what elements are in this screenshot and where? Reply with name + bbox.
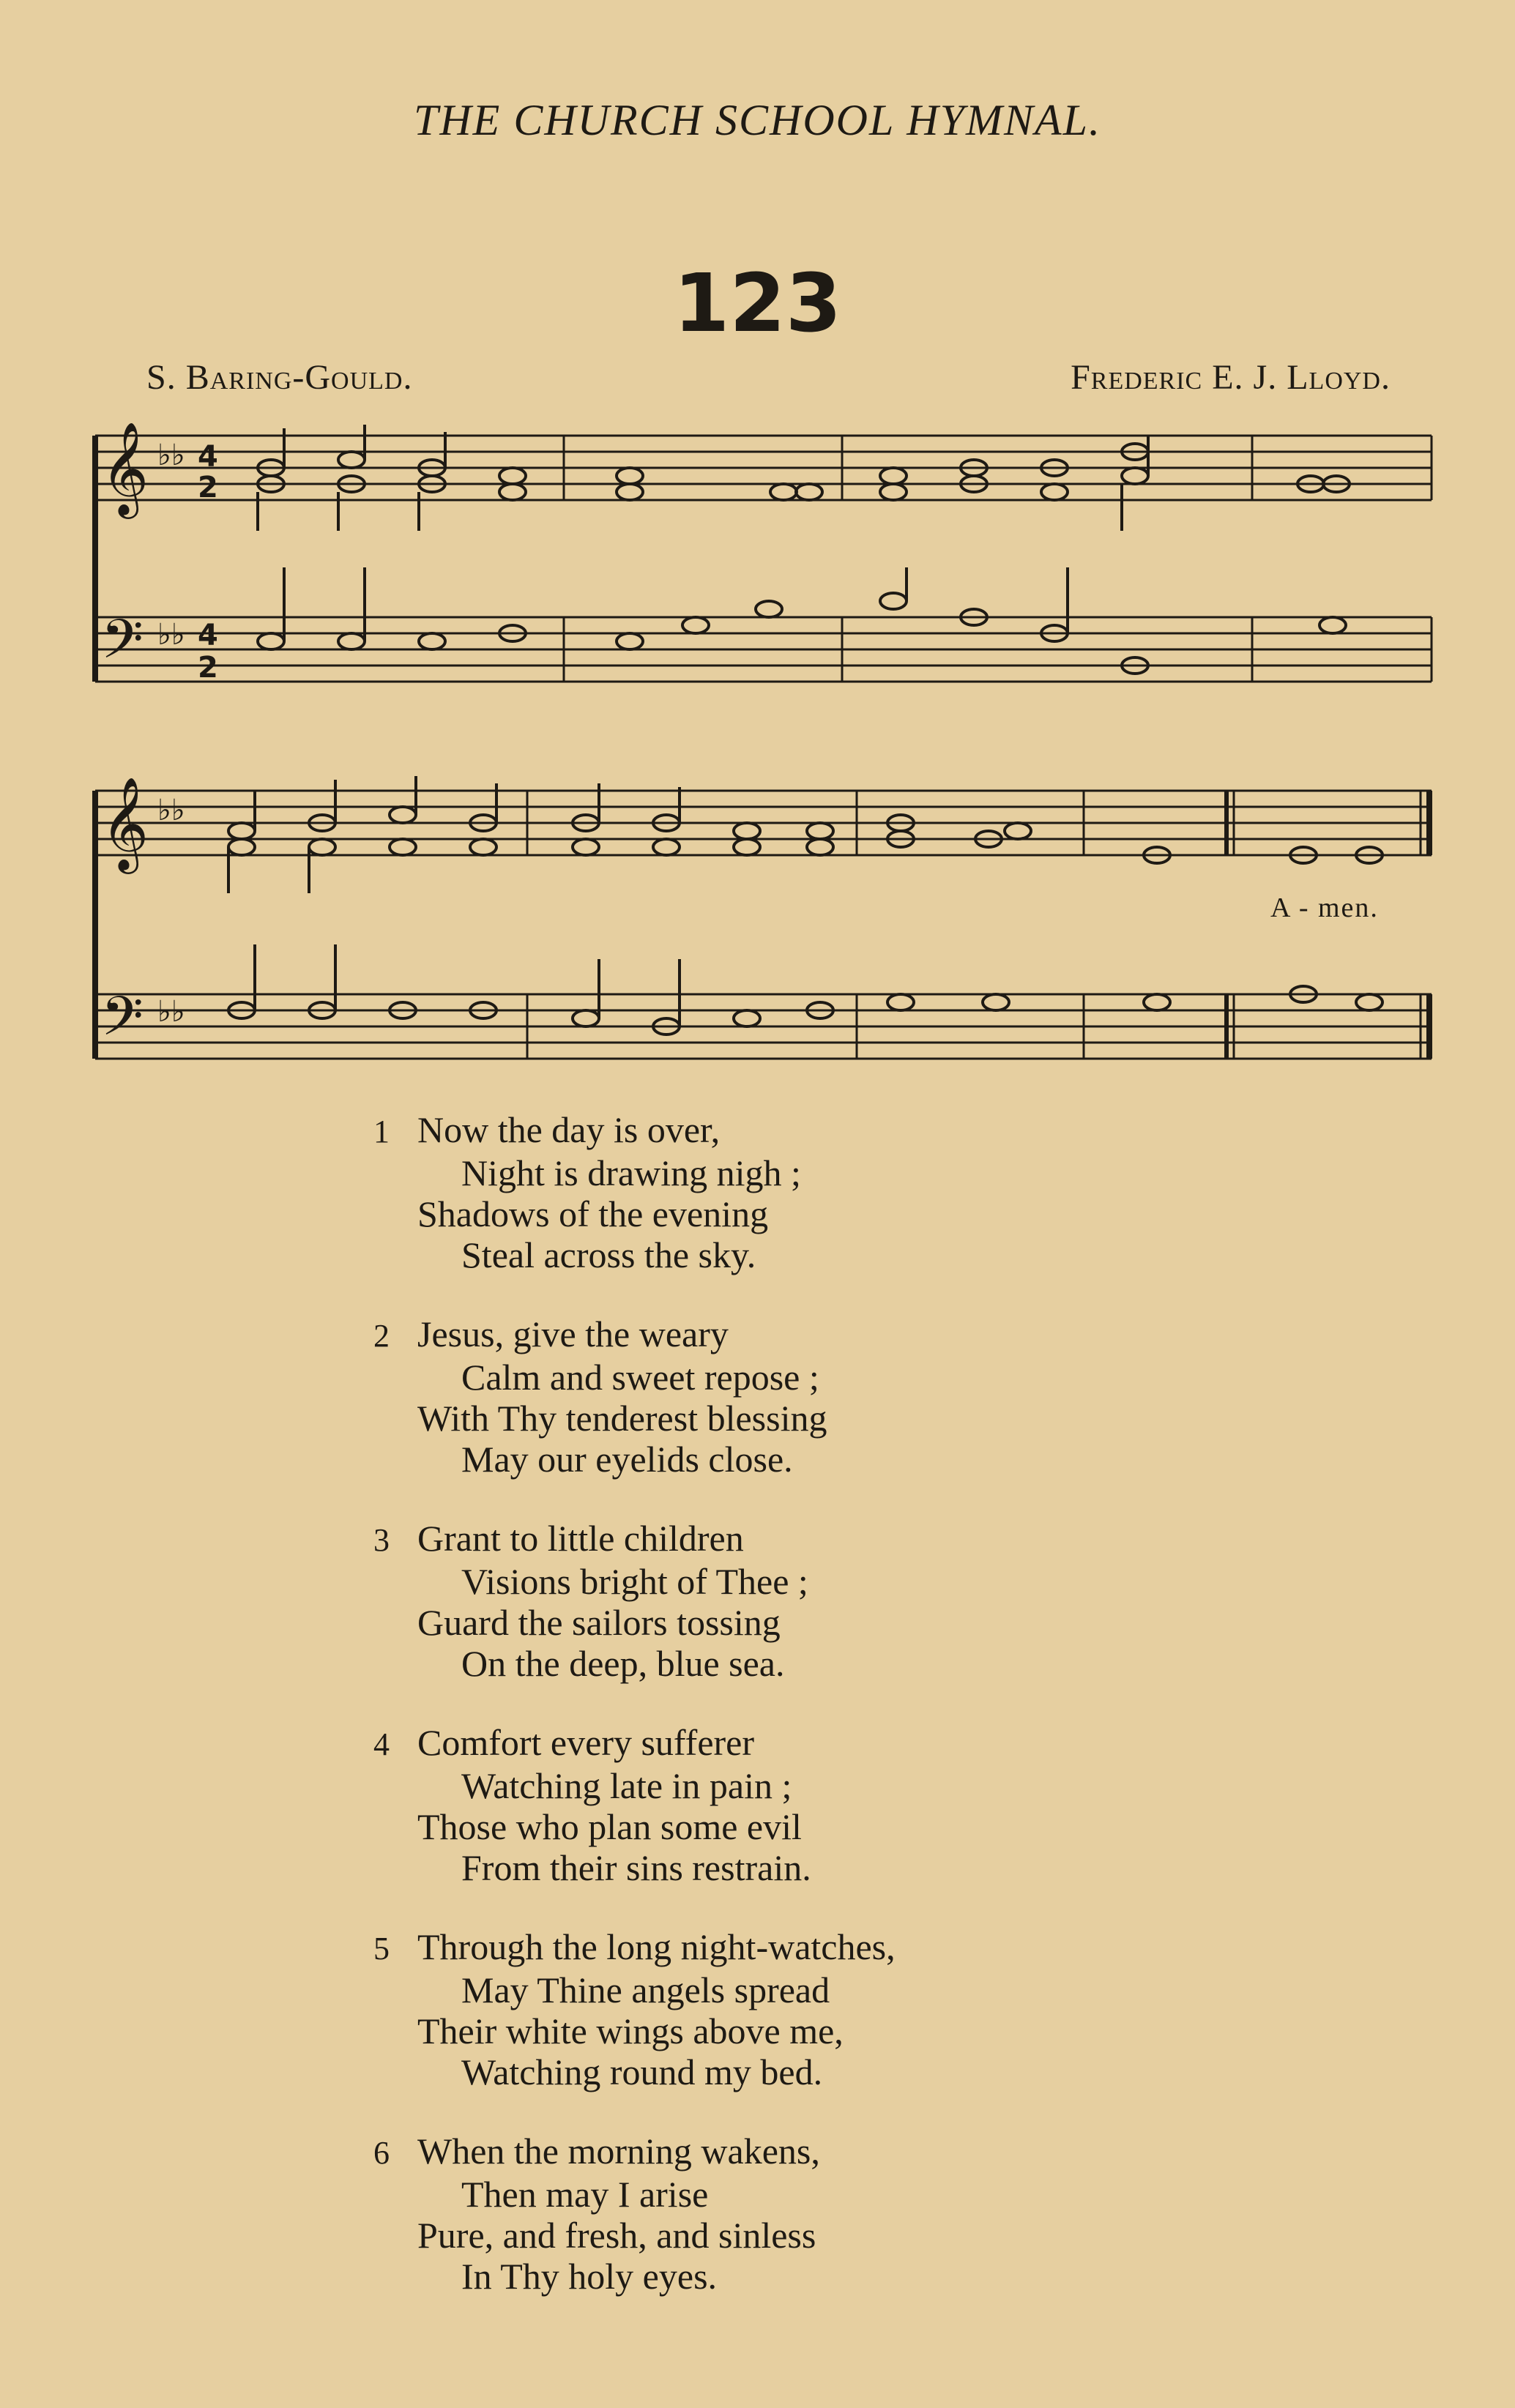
- verse: [373, 1518, 896, 1684]
- verse-line: Now the day is over,: [417, 1109, 721, 1150]
- verse-line: When the morning wakens,: [417, 2131, 820, 2172]
- verse: [373, 1722, 896, 1888]
- score-line-2: [88, 769, 1435, 1069]
- verse-line: May our eyelids close.: [461, 1439, 793, 1480]
- svg-text:♭♭: ♭♭: [157, 995, 185, 1029]
- verse-line: Visions bright of Thee ;: [461, 1561, 808, 1602]
- svg-text:♭♭: ♭♭: [157, 439, 185, 472]
- verse: [373, 1926, 896, 2092]
- svg-text:♭♭: ♭♭: [157, 794, 185, 827]
- svg-text:2: 2: [198, 471, 218, 504]
- verse: [373, 1313, 896, 1480]
- verse-line: Watching late in pain ;: [461, 1765, 792, 1806]
- verse-line: From their sins restrain.: [461, 1847, 811, 1888]
- verses: [373, 1109, 896, 2335]
- music-system-2: [88, 769, 1435, 1069]
- verse-number: 1: [373, 1114, 390, 1149]
- verse-line: With Thy tenderest blessing: [417, 1398, 827, 1439]
- verse-line: Night is drawing nigh ;: [461, 1152, 801, 1193]
- svg-text:2: 2: [198, 651, 218, 685]
- verse-line: Pure, and fresh, and sinless: [417, 2215, 816, 2256]
- verse-line: Grant to little children: [417, 1518, 744, 1559]
- hymn-composer: Frederic E. J. Lloyd.: [1071, 358, 1391, 397]
- svg-text:𝄞: 𝄞: [101, 776, 149, 870]
- verse-line: Calm and sweet repose ;: [461, 1357, 819, 1398]
- verse-line: On the deep, blue sea.: [461, 1643, 785, 1684]
- verse-line: Jesus, give the weary: [417, 1313, 729, 1354]
- hymn-number: 123: [673, 256, 842, 350]
- verse-line: Watching round my bed.: [461, 2051, 823, 2092]
- hymn-author: S. Baring-Gould.: [146, 358, 413, 397]
- score-line-1: [88, 421, 1435, 685]
- verse-number: 4: [373, 1726, 390, 1762]
- svg-text:𝄢: 𝄢: [101, 985, 144, 1062]
- verse-line: Shadows of the evening: [417, 1193, 769, 1234]
- running-head: THE CHURCH SCHOOL HYMNAL.: [413, 96, 1102, 144]
- amen-lyric: A - men.: [1270, 892, 1379, 923]
- verse-line: Those who plan some evil: [417, 1806, 802, 1847]
- svg-text:4: 4: [198, 619, 218, 652]
- verse-line: In Thy holy eyes.: [461, 2256, 718, 2297]
- verse-number: 5: [373, 1931, 390, 1967]
- verse-line: Then may I arise: [461, 2174, 709, 2215]
- verse: [373, 1109, 896, 1275]
- music-system-1: [88, 421, 1435, 685]
- verse-number: 2: [373, 1318, 390, 1354]
- verse-line: May Thine angels spread: [461, 1969, 830, 2010]
- svg-text:𝄢: 𝄢: [101, 608, 144, 685]
- svg-text:4: 4: [198, 440, 218, 474]
- svg-text:♭♭: ♭♭: [157, 618, 185, 652]
- verse-line: Steal across the sky.: [461, 1234, 756, 1275]
- verse-line: Their white wings above me,: [417, 2010, 844, 2051]
- verse-number: 3: [373, 1522, 390, 1558]
- svg-text:𝄞: 𝄞: [101, 421, 149, 515]
- verse-line: Through the long night-watches,: [417, 1926, 896, 1967]
- verse: [373, 2131, 896, 2297]
- verse-line: Guard the sailors tossing: [417, 1602, 781, 1643]
- verse-number: 6: [373, 2135, 390, 2171]
- verse-line: Comfort every sufferer: [417, 1722, 755, 1763]
